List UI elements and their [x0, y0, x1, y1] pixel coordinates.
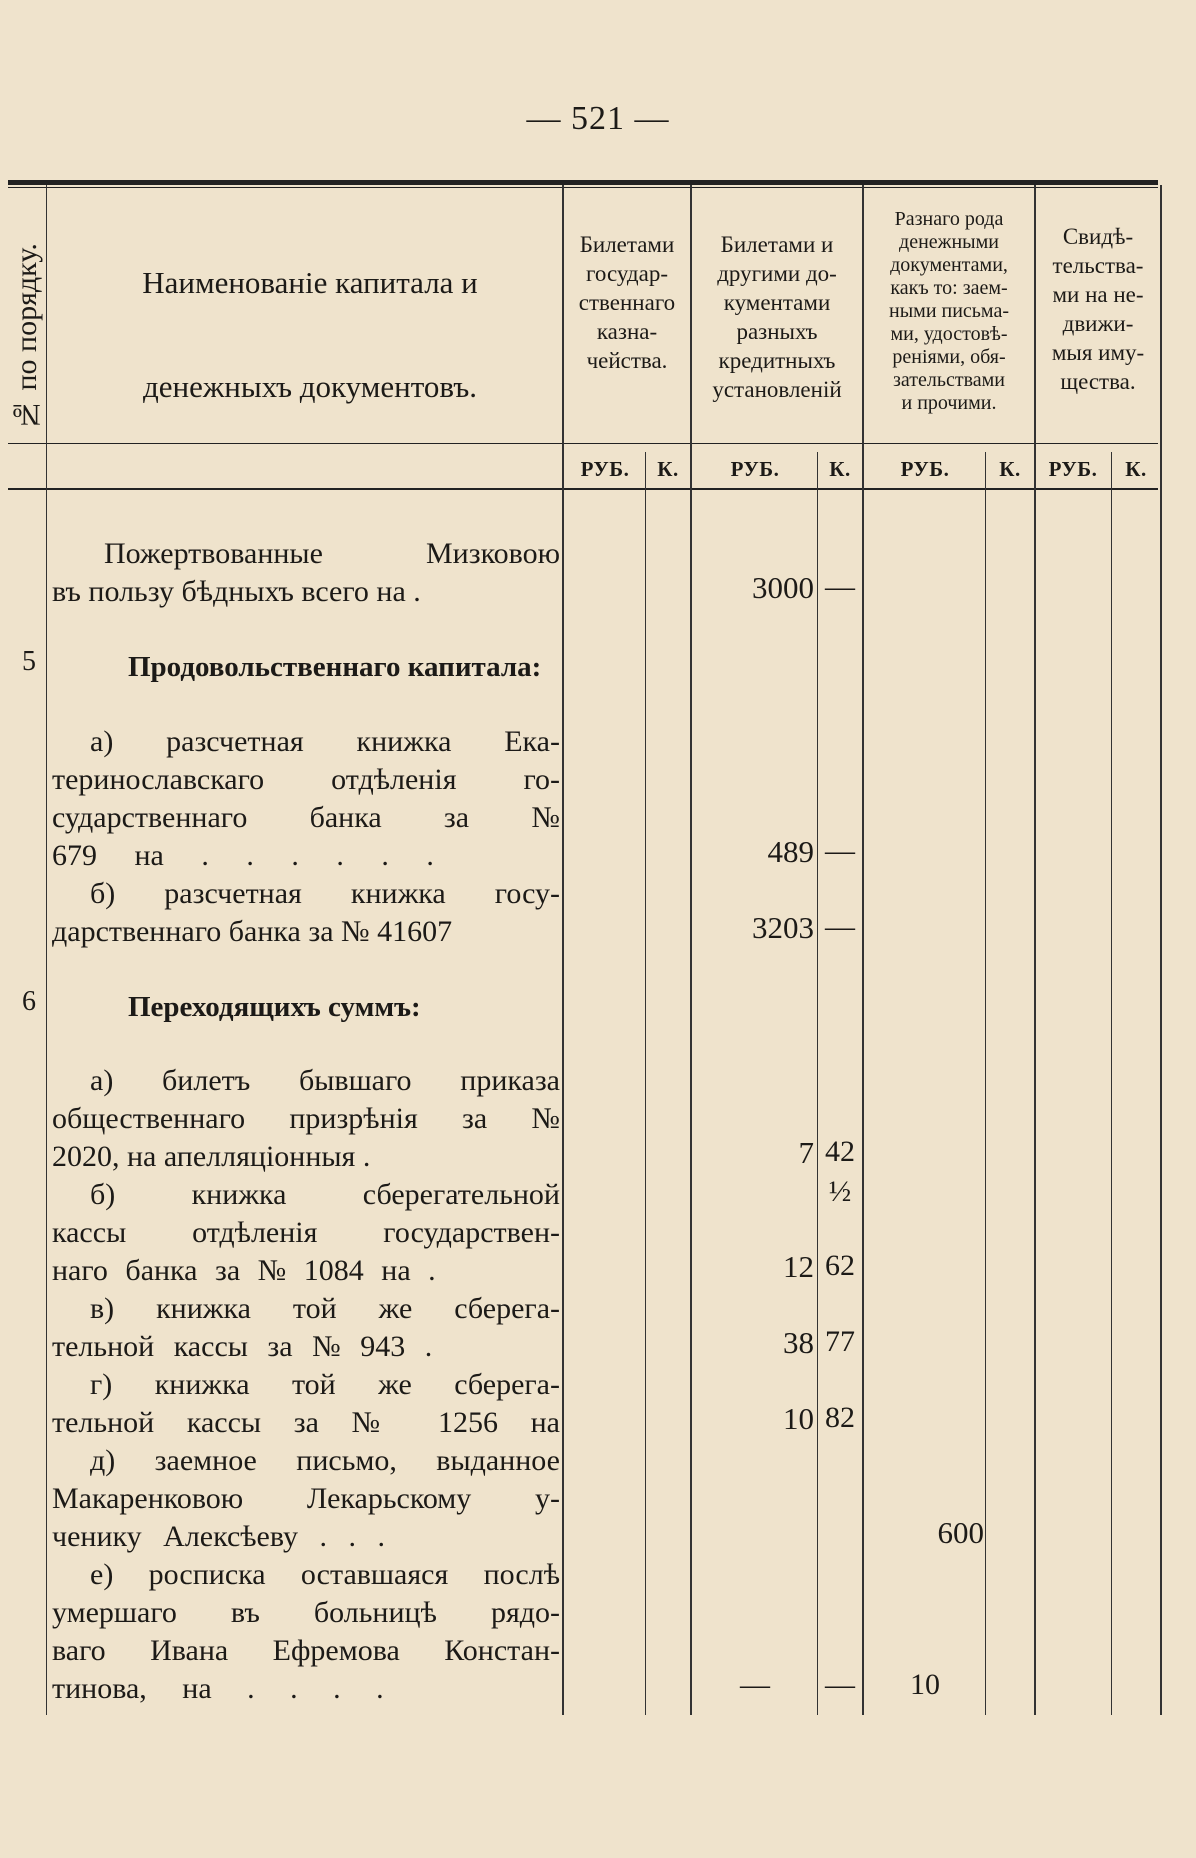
- header-line: ственнаго: [578, 290, 676, 315]
- entry-line: кассы отдѣленія государствен-: [52, 1216, 560, 1249]
- amount-kop: 77: [825, 1325, 855, 1358]
- entry-line: б) книжка сберегательной: [90, 1178, 560, 1211]
- header-line: кредитныхъ: [718, 348, 836, 373]
- section-heading: Продовольственнаго капитала:: [128, 651, 542, 683]
- amount-dash: —: [740, 1668, 770, 1701]
- row-number: 6: [22, 986, 36, 1017]
- amount-kop: 62: [825, 1249, 855, 1282]
- header-line: документами,: [890, 254, 1008, 276]
- header-line: какъ то: заем-: [890, 277, 1008, 299]
- kop-rule-2: [817, 452, 818, 1715]
- credit-documents-header: [694, 230, 860, 404]
- amount-kop: —: [825, 834, 855, 867]
- entry-line: въ пользу бѣдныхъ всего на .: [52, 575, 421, 608]
- entry-line: 2020, на апелляціонныя .: [52, 1140, 371, 1173]
- entry-line: ченику Алексѣеву . . .: [52, 1520, 386, 1553]
- name-header-line: денежныхъ документовъ.: [142, 369, 478, 404]
- header-line: установленій: [712, 377, 842, 402]
- header-line: ми, удостовѣ-: [890, 323, 1008, 345]
- header-line: Разнаго рода: [894, 208, 1004, 230]
- kop-label: К.: [999, 457, 1021, 481]
- amount-rub: 38: [783, 1325, 814, 1360]
- entry-line: наго банка за № 1084 на .: [52, 1254, 436, 1287]
- header-line: тельства-: [1052, 253, 1144, 278]
- treasury-bills-header: [568, 230, 686, 375]
- entry-line: б) разсчетная книжка госу-: [90, 877, 560, 910]
- header-line: ными письма-: [889, 300, 1009, 322]
- amount-dash: —: [825, 1668, 855, 1701]
- section-heading: Переходящихъ суммъ:: [128, 991, 421, 1023]
- header-line: Свидѣ-: [1062, 224, 1134, 249]
- kop-rule-3: [985, 452, 986, 1715]
- amount-kop: —: [825, 910, 855, 943]
- entry-line: тинова, на . . . .: [52, 1672, 384, 1705]
- header-line: Билетами: [579, 232, 675, 257]
- top-thick-rule: [8, 180, 1158, 185]
- entry-line: дарственнаго банка за № 41607: [52, 915, 453, 948]
- entry-line: Макаренковою Лекарьскому у-: [52, 1482, 560, 1515]
- order-number-header: № по порядку.: [10, 243, 43, 432]
- header-line: ми на не-: [1052, 282, 1144, 307]
- amount-rub: 600: [937, 1515, 984, 1550]
- header-line: зательствами: [892, 369, 1005, 391]
- header-line: реніями, обя-: [892, 346, 1006, 368]
- name-column-header: [70, 255, 550, 415]
- entry-line: г) книжка той же сберега-: [90, 1368, 560, 1401]
- name-header-line: Наименованіе капитала и: [142, 265, 478, 300]
- entry-line: а) билетъ бывшаго приказа: [90, 1064, 560, 1097]
- amount-kop: 82: [825, 1401, 855, 1434]
- entry-line: Пожертвованные Мизковою: [104, 537, 560, 570]
- entry-line: в) книжка той же сберега-: [90, 1292, 560, 1325]
- entry-line: сударственнаго банка за №: [52, 801, 560, 834]
- kop-label: К.: [829, 457, 851, 481]
- col-rule-1: [690, 185, 692, 1715]
- entry-line: теринославскаго отдѣленія го-: [52, 763, 560, 796]
- entry-line: тельной кассы за № 943 .: [52, 1330, 433, 1363]
- amount-rub: 7: [798, 1135, 814, 1170]
- col-rule-3: [1034, 185, 1036, 1715]
- amount-rub: 3203: [752, 910, 814, 945]
- entry-line: ваго Ивана Ефремова Констан-: [52, 1634, 560, 1667]
- page-number: — 521 —: [526, 100, 670, 137]
- amount-rub: 3000: [752, 570, 814, 605]
- rub-label: РУБ.: [580, 457, 630, 481]
- kop-label: К.: [1125, 457, 1147, 481]
- col-rule-name: [562, 185, 564, 1715]
- rub-label: РУБ.: [730, 457, 780, 481]
- header-line: казна-: [596, 319, 658, 344]
- amount-kop: —: [825, 570, 855, 603]
- header-line: разныхъ: [736, 319, 818, 344]
- entry-line: е) росписка оставшаяся послѣ: [90, 1558, 560, 1591]
- amount-kop-fraction: ½: [828, 1175, 852, 1208]
- property-certificates-header: [1038, 222, 1158, 396]
- header-bottom-rule: [8, 443, 1158, 444]
- header-line: Билетами и: [720, 232, 834, 257]
- top-thin-rule: [8, 187, 1158, 188]
- kop-rule-1: [645, 452, 646, 1715]
- entry-line: тельной кассы за № 1256 на: [52, 1406, 560, 1439]
- header-line: государ-: [586, 261, 668, 286]
- header-line: чейства.: [586, 348, 668, 373]
- amount-rub: 489: [767, 834, 814, 869]
- amount-rub: 12: [783, 1249, 814, 1284]
- col-rule-2: [862, 185, 864, 1715]
- header-line: другими до-: [717, 261, 837, 286]
- entry-line: умершаго въ больницѣ рядо-: [52, 1596, 560, 1629]
- col-rule-4: [1160, 185, 1162, 1715]
- header-line: движи-: [1062, 311, 1134, 336]
- header-line: щества.: [1060, 369, 1136, 394]
- header-line: кументами: [723, 290, 831, 315]
- entry-line: общественнаго призрѣнія за №: [52, 1102, 560, 1135]
- monetary-documents-header: [866, 208, 1032, 415]
- rub-label: РУБ.: [1048, 457, 1098, 481]
- kop-rule-4: [1111, 452, 1112, 1715]
- entry-line: 679 на . . . . . .: [52, 839, 434, 872]
- amount-kop: 42: [825, 1135, 855, 1168]
- entry-line: д) заемное письмо, выданное: [90, 1444, 560, 1477]
- rub-label: РУБ.: [900, 457, 950, 481]
- header-line: мыя иму-: [1051, 340, 1145, 365]
- kop-label: К.: [657, 457, 679, 481]
- entry-line: а) разсчетная книжка Ека-: [90, 725, 560, 758]
- row-number: 5: [22, 646, 36, 677]
- header-line: и прочими.: [901, 392, 997, 414]
- amount-rub: 10: [783, 1401, 814, 1436]
- amount-rub: 10: [910, 1668, 940, 1701]
- header-line: денежными: [899, 231, 999, 253]
